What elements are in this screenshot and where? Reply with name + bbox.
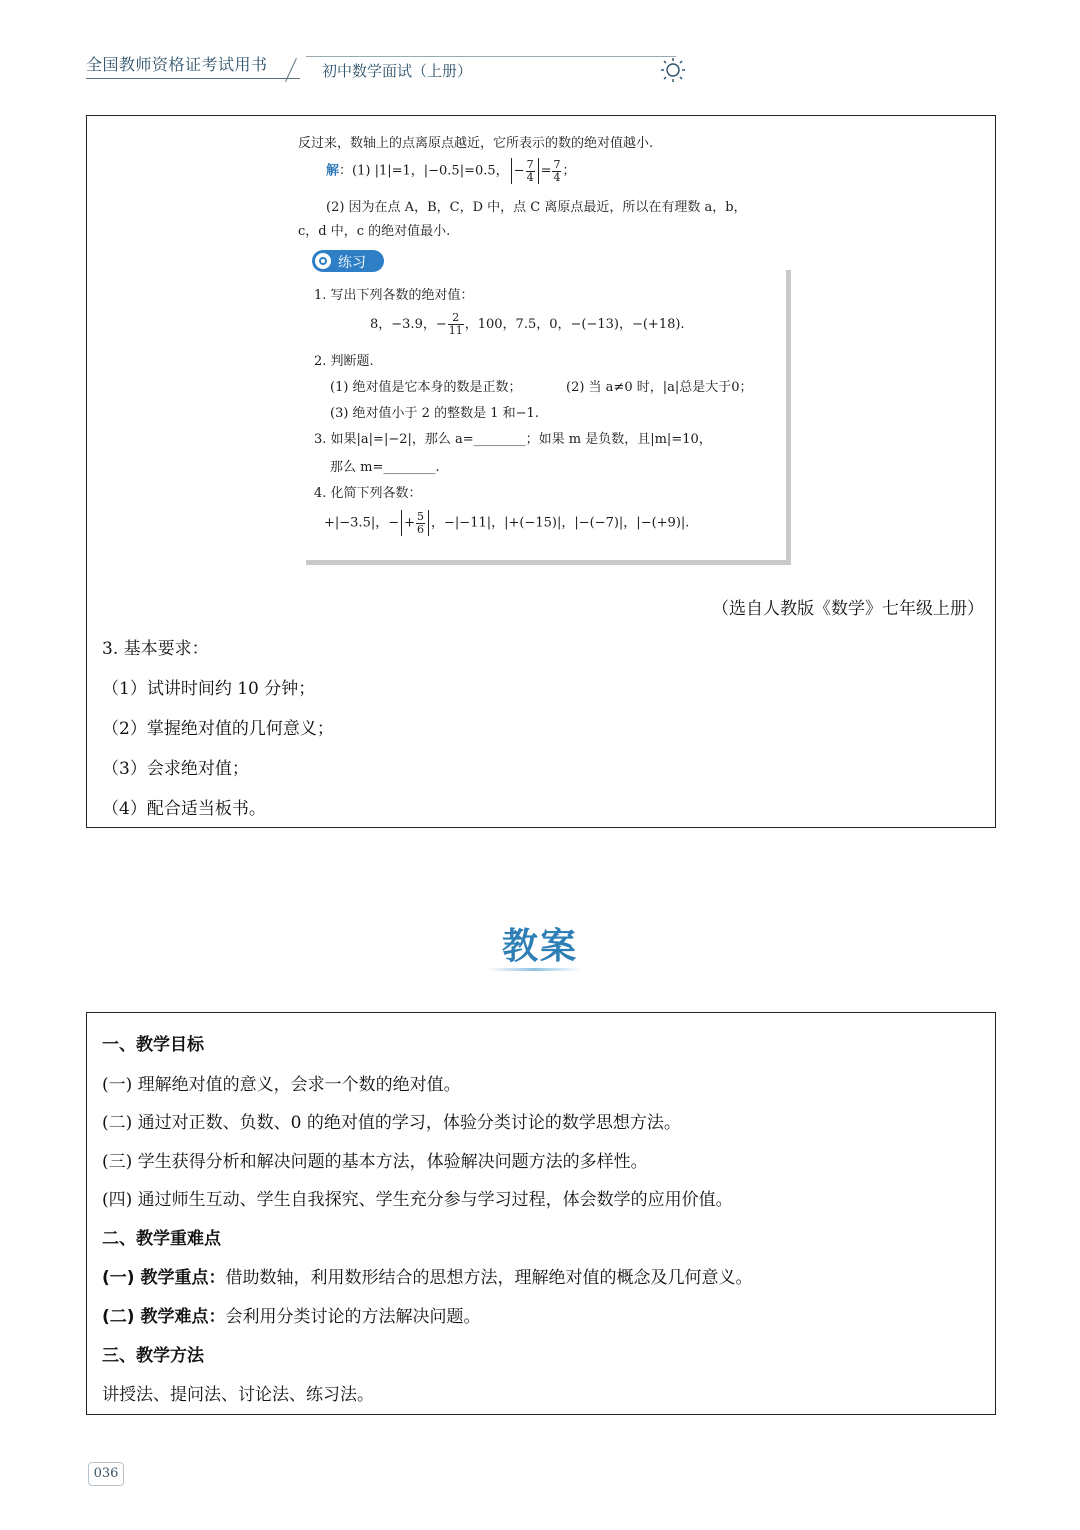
exercise-1-list: 8，−3.9，− $\frac{2}{11}$ ，100，7.5，0，−(−13)，−(+18). <box>370 311 685 337</box>
header-rule-right <box>306 56 676 57</box>
objective-item: (四) 通过师生互动、学生自我探究、学生充分参与学习过程，体会数学的应用价值。 <box>102 1190 733 1210</box>
exercise-2-1: (1) 绝对值是它本身的数是正数； <box>330 380 522 395</box>
requirement-item: （1）试讲时间约 10 分钟； <box>102 679 316 699</box>
title-underline <box>488 968 580 971</box>
difficult-point: (二) 教学难点：会利用分类讨论的方法解决问题。 <box>102 1307 481 1327</box>
solution-line-2: (2) 因为在点 A，B，C，D 中，点 C 离原点最近，所以在有理数 a，b， <box>326 200 747 215</box>
solution-line-1: 解：(1) |1|=1，|−0.5|=0.5， − $\frac{7}{4}$ = $\frac{7}{4}$ ； <box>326 157 576 184</box>
requirement-item: （4）配合适当板书。 <box>102 799 266 819</box>
series-title: 全国教师资格证考试用书 <box>86 55 268 74</box>
heading-objectives: 一、教学目标 <box>102 1035 204 1055</box>
objective-item: (一) 理解绝对值的意义，会求一个数的绝对值。 <box>102 1075 461 1095</box>
exercise-4-list: +|−3.5|，− + $\frac{5}{6}$ ，−|−11|，|+(−15)|，|−(−7)|，|−(+9)|. <box>324 509 690 536</box>
exercise-2-2: (2) 当 a≠0 时，|a|总是大于0； <box>566 380 753 395</box>
source-citation: （选自人教版《数学》七年级上册） <box>712 599 984 619</box>
exercise-2: 2. 判断题. <box>314 354 374 369</box>
solution-label: 解 <box>326 163 340 179</box>
solution-line-3: c，d 中，c 的绝对值最小. <box>298 224 451 239</box>
heading-methods: 三、教学方法 <box>102 1346 204 1366</box>
section-title: 教案 <box>501 926 578 967</box>
requirements-title: 3. 基本要求： <box>102 639 209 659</box>
exercise-4: 4. 化简下列各数： <box>314 486 422 501</box>
sun-icon <box>660 56 686 82</box>
practice-tag: 练习 <box>312 250 384 272</box>
exercise-2-3: (3) 绝对值小于 2 的整数是 1 和−1. <box>330 406 539 421</box>
key-point: (一) 教学重点：借助数轴，利用数形结合的思想方法，理解绝对值的概念及几何意义。 <box>102 1268 753 1288</box>
methods-text: 讲授法、提问法、讨论法、练习法。 <box>102 1385 374 1405</box>
objective-item: (三) 学生获得分析和解决问题的基本方法，体验解决问题方法的多样性。 <box>102 1152 648 1172</box>
header-rule <box>86 78 300 79</box>
objective-item: (二) 通过对正数、负数、0 的绝对值的学习，体验分类讨论的数学思想方法。 <box>102 1113 681 1133</box>
textbook-line: 反过来，数轴上的点离原点越近，它所表示的数的绝对值越小. <box>298 136 654 151</box>
practice-icon <box>315 253 331 269</box>
exercise-1: 1. 写出下列各数的绝对值： <box>314 288 474 303</box>
page-number: 036 <box>88 1462 124 1486</box>
requirement-item: （2）掌握绝对值的几何意义； <box>102 719 334 739</box>
exercise-3-line-2: 那么 m=________. <box>330 460 440 475</box>
heading-key-points: 二、教学重难点 <box>102 1229 221 1249</box>
book-title: 初中数学面试（上册） <box>322 62 473 80</box>
requirement-item: （3）会求绝对值； <box>102 759 249 779</box>
exercise-3: 3. 如果|a|=|−2|，那么 a=________；如果 m 是负数，且|m|=10， <box>314 432 712 447</box>
